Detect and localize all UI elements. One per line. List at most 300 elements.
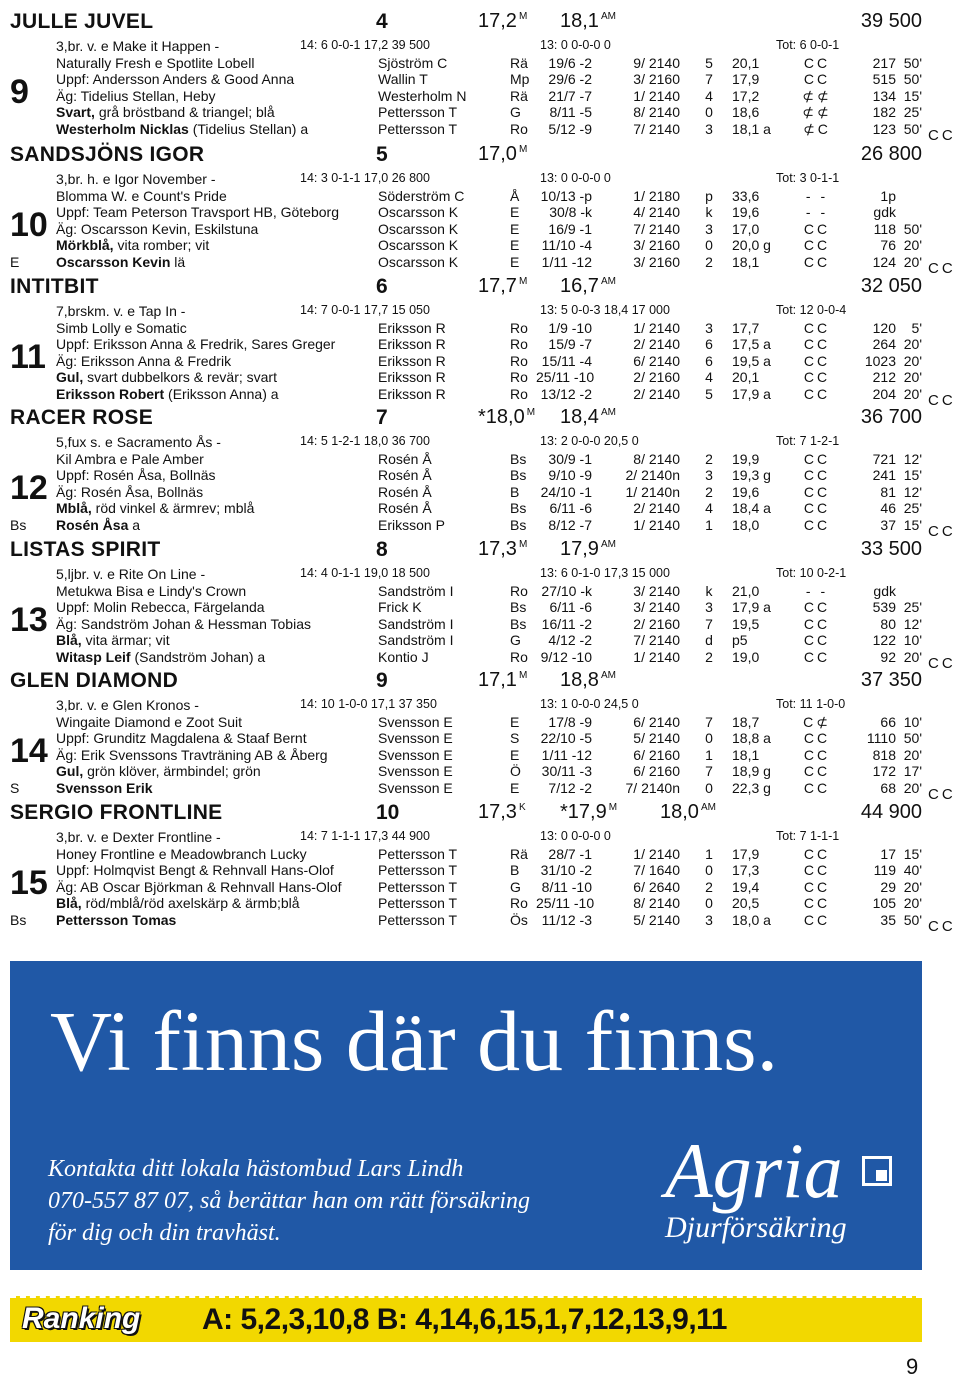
km-time: 18,8 a [732, 730, 771, 747]
program-number: 10 [10, 206, 48, 245]
prize-money: 20' [903, 649, 922, 665]
km-time: 17,7 [732, 319, 760, 336]
start-row [0, 616, 960, 633]
race-date: 16/9 -1 [548, 220, 592, 237]
detail-text: röd vinkel & ärmrev; mblå [95, 500, 255, 517]
stats-2013: 13: 5 0-0-3 18,4 17 000 [540, 303, 670, 317]
record-value: 17,9 [560, 538, 599, 560]
stats-2014: 14: 6 0-0-1 17,2 39 500 [300, 38, 430, 52]
record-time [560, 538, 616, 561]
detail-text: Kil Ambra e Pale Amber [56, 450, 204, 467]
distance: 1/ 2140 [633, 517, 680, 533]
odds: 721 [872, 450, 896, 467]
track-code: Ös [510, 912, 528, 928]
pedigree-age: 7,brskm. v. e Tap In - [56, 303, 186, 319]
race-date: 9/10 -9 [548, 467, 592, 484]
km-time: 19,9 [732, 450, 760, 467]
odds: 120 [872, 319, 896, 336]
stats-2013: 13: 0 0-0-0 0 [540, 38, 611, 52]
start-row [0, 88, 960, 105]
prize-money: 50' [903, 730, 922, 747]
detail-text: Wingaite Diamond e Zoot Suit [56, 713, 242, 730]
driver-name: Oscarsson K [378, 220, 459, 237]
race-date: 22/10 -5 [540, 730, 592, 747]
start-row [0, 386, 960, 403]
odds: 212 [872, 369, 896, 386]
km-time: 17,9 [732, 845, 760, 862]
distance: 6/ 2160 [633, 763, 680, 780]
prize-money: 50' [903, 220, 922, 237]
start-row [0, 369, 960, 386]
start-row [0, 730, 960, 747]
race-date: 15/11 -4 [541, 352, 592, 369]
ranking-label: Ranking [22, 1302, 141, 1335]
odds: 37 [880, 517, 896, 533]
horse-detail [56, 386, 279, 402]
shoe-status: CC [803, 220, 831, 237]
total-prize: 32 050 [860, 275, 922, 297]
driver-name: Sandström I [378, 615, 454, 632]
horse-header [10, 669, 922, 693]
horse-detail [56, 879, 342, 895]
horse-entry [0, 275, 960, 409]
driver-name: Rosén Å [378, 500, 432, 517]
horse-header [10, 538, 922, 562]
distance: 7/ 2140 [633, 220, 680, 237]
info-row [0, 303, 960, 320]
race-date: 1/9 -10 [548, 319, 592, 336]
track-code: E [510, 220, 520, 237]
horse-detail [56, 730, 307, 746]
start-row [0, 780, 960, 797]
odds: 134 [872, 87, 896, 104]
driver-name: Sjöström C [378, 54, 448, 71]
detail-text: Äg: Tidelius Stellan, Heby [56, 87, 216, 104]
track-code: G [510, 878, 521, 895]
start-row [0, 221, 960, 238]
prize-money: 20' [903, 237, 922, 254]
page-number: 9 [906, 1354, 919, 1379]
horse-detail [56, 104, 275, 120]
program-number: 14 [10, 732, 48, 771]
odds: 76 [880, 237, 896, 254]
start-row [0, 104, 960, 121]
record-value: 17,2 [478, 10, 517, 32]
odds: 118 [873, 220, 896, 237]
detail-bold: Mörkblå, [56, 237, 114, 254]
track-code: E [10, 254, 20, 270]
shoe-icon: CC [928, 260, 956, 277]
horse-detail [56, 616, 311, 632]
odds: 119 [873, 862, 896, 879]
shoe-status: CC [803, 746, 831, 763]
km-time: 17,5 a [732, 336, 771, 353]
track-code: S [10, 780, 20, 796]
horse-name: SERGIO FRONTLINE [10, 801, 223, 824]
pedigree-age: 5,ljbr. v. e Rite On Line - [56, 566, 206, 582]
prize-money: 5' [911, 319, 922, 336]
detail-bold: Gul, [56, 369, 84, 386]
shoe-icon: CC [928, 127, 956, 144]
total-prize: 26 800 [860, 143, 922, 165]
shoe-icon: CC [928, 523, 956, 540]
placing: 7 [705, 763, 713, 780]
horse-entry [0, 669, 960, 803]
stats-2014: 14: 7 0-0-1 17,7 15 050 [300, 303, 430, 317]
driver-name: Pettersson T [378, 121, 458, 137]
record-time [560, 10, 616, 33]
distance: 6/ 2140 [633, 713, 680, 730]
track-code: Ro [510, 582, 528, 599]
distance: 6/ 2640 [633, 878, 680, 895]
total-prize: 33 500 [860, 538, 922, 560]
horse-detail [56, 369, 277, 385]
placing: p [705, 187, 713, 204]
horse-detail [56, 121, 308, 137]
horse-detail [56, 188, 227, 204]
detail-bold: Pettersson Tomas [56, 912, 177, 928]
placing: 6 [705, 352, 713, 369]
driver-name: Pettersson T [378, 895, 458, 912]
driver-name: Pettersson T [378, 104, 458, 121]
driver-name: Svensson E [378, 746, 453, 763]
horse-detail [56, 912, 176, 928]
start-row [0, 121, 960, 138]
start-number: 7 [376, 406, 388, 429]
prize-money: 50' [903, 71, 922, 88]
record-value: 16,7 [560, 275, 599, 297]
prize-money: 15' [903, 87, 922, 104]
stats-total: Tot: 7 1-2-1 [776, 434, 840, 448]
driver-name: Söderström C [378, 187, 465, 204]
prize-money: 15' [903, 517, 922, 533]
shoe-status: CC [803, 780, 831, 796]
track-code: Ro [510, 895, 528, 912]
km-time: 18,0 a [732, 912, 771, 928]
driver-name: Eriksson P [378, 517, 445, 533]
stats-total: Tot: 10 0-2-1 [776, 566, 847, 580]
record-type: K [518, 802, 526, 813]
shoe-status: CC [803, 467, 831, 484]
track-code: Bs [510, 615, 527, 632]
shoe-status: CC [803, 912, 831, 928]
record-time [660, 801, 716, 824]
race-date: 25/11 -10 [536, 369, 595, 386]
odds: 182 [872, 104, 896, 121]
record-type: AM [600, 11, 616, 22]
stats-2013: 13: 6 0-1-0 17,3 15 000 [540, 566, 670, 580]
info-row [0, 171, 960, 188]
track-code: Ro [510, 352, 528, 369]
start-number: 10 [376, 801, 400, 824]
shoe-status: ⊄⊄ [802, 104, 832, 121]
placing: 2 [705, 878, 713, 895]
race-date: 1/11 -12 [541, 746, 592, 763]
prize-money: 20' [903, 746, 922, 763]
km-time: 20,1 [732, 369, 760, 386]
odds: 264 [872, 336, 896, 353]
detail-text: Uppf: Andersson Anders & Good Anna [56, 71, 295, 88]
shoe-status: - - [805, 187, 829, 204]
race-date: 1/11 -12 [541, 254, 592, 270]
horse-name: GLEN DIAMOND [10, 669, 179, 692]
distance: 2/ 2160 [633, 615, 680, 632]
record-time [560, 406, 616, 429]
detail-text: (Eriksson Anna) a [168, 386, 279, 402]
start-row [0, 714, 960, 731]
program-number: 13 [10, 601, 48, 640]
track-code: Bs [10, 517, 27, 533]
prize-money: 20' [903, 352, 922, 369]
driver-name: Oscarsson K [378, 237, 459, 254]
record-type: M [518, 276, 528, 287]
prize-money: 20' [903, 895, 922, 912]
placing: 4 [705, 369, 713, 386]
prize-money: 50' [903, 121, 922, 137]
km-time: 17,2 [732, 87, 760, 104]
record-time [478, 669, 527, 692]
horse-detail [56, 71, 294, 87]
track-code: B [510, 862, 520, 879]
km-time: 18,1 [732, 254, 760, 270]
track-code: Ro [510, 336, 528, 353]
agria-advertisement [10, 961, 922, 1270]
horse-detail [56, 747, 328, 763]
km-time: 19,6 [732, 483, 760, 500]
race-date: 9/12 -10 [540, 649, 592, 665]
placing: 3 [705, 467, 713, 484]
horse-header [10, 10, 922, 34]
driver-name: Svensson E [378, 713, 453, 730]
stats-2014: 14: 3 0-1-1 17,0 26 800 [300, 171, 430, 185]
placing: 0 [705, 862, 713, 879]
track-code: Mp [510, 71, 530, 88]
stats-2014: 14: 5 1-2-1 18,0 36 700 [300, 434, 430, 448]
km-time: 22,3 g [732, 780, 771, 796]
driver-name: Pettersson T [378, 912, 458, 928]
detail-text: grå bröstband & triangel; blå [98, 104, 275, 121]
horse-detail [56, 780, 153, 796]
track-code: Rä [510, 54, 528, 71]
shoe-status: CC [803, 730, 831, 747]
detail-text: grön klöver, ärmbindel; grön [87, 763, 261, 780]
km-time: 17,9 a [732, 386, 771, 402]
odds: 1p [880, 187, 896, 204]
horse-detail [56, 632, 170, 648]
placing: 5 [705, 386, 713, 402]
distance: 2/ 2140 [633, 386, 680, 402]
start-row [0, 254, 960, 271]
horse-detail [56, 221, 258, 237]
horse-entry [0, 538, 960, 672]
record-time [478, 10, 527, 33]
detail-bold: Eriksson Robert [56, 386, 165, 402]
horse-entry [0, 801, 960, 935]
driver-name: Rosén Å [378, 483, 432, 500]
prize-money: 25' [903, 599, 922, 616]
agria-logo: Agria [665, 1127, 843, 1214]
shoe-status: CC [803, 895, 831, 912]
race-date: 8/12 -7 [548, 517, 592, 533]
odds: 66 [880, 713, 896, 730]
detail-text: Uppf: Eriksson Anna & Fredrik, Sares Greger [56, 336, 336, 353]
distance: 2/ 2140 [633, 500, 680, 517]
distance: 5/ 2140 [633, 912, 680, 928]
distance: 6/ 2160 [633, 746, 680, 763]
horse-detail [56, 320, 187, 336]
km-time: 17,0 [732, 220, 760, 237]
shoe-status: - - [805, 582, 829, 599]
race-date: 6/11 -6 [549, 599, 592, 616]
prize-money: 20' [903, 386, 922, 402]
record-value: 18,8 [560, 669, 599, 691]
prize-money: 10' [903, 713, 922, 730]
km-time: 17,9 [732, 71, 760, 88]
start-row [0, 71, 960, 88]
distance: 1/ 2140 [633, 319, 680, 336]
placing: 6 [705, 336, 713, 353]
start-row [0, 583, 960, 600]
track-code: Bs [510, 450, 527, 467]
odds: 217 [872, 54, 896, 71]
race-date: 11/10 -4 [541, 237, 592, 254]
stats-total: Tot: 7 1-1-1 [776, 829, 840, 843]
km-time: 18,1 a [732, 121, 771, 137]
start-number: 6 [376, 275, 388, 298]
prize-money: 15' [903, 467, 922, 484]
distance: 8/ 2140 [633, 895, 680, 912]
placing: 7 [705, 615, 713, 632]
km-time: 33,6 [732, 187, 760, 204]
shoe-status: CC [803, 632, 831, 649]
shoe-status: CC [803, 517, 831, 533]
shoe-icon: CC [928, 918, 956, 935]
shoe-status: CC [803, 862, 831, 879]
odds: 172 [872, 763, 896, 780]
distance: 1/ 2180 [633, 187, 680, 204]
prize-money: 12' [903, 483, 922, 500]
odds: gdk [873, 204, 896, 221]
track-code: Ro [510, 369, 528, 386]
shoe-status: CC [803, 386, 831, 402]
detail-text: Uppf: Rosén Åsa, Bollnäs [56, 467, 216, 484]
record-value: 18,4 [560, 406, 599, 428]
record-time [478, 406, 535, 429]
prize-money: 20' [903, 878, 922, 895]
km-time: 18,6 [732, 104, 760, 121]
driver-name: Sandström I [378, 632, 454, 649]
horse-detail [56, 649, 265, 665]
track-code: Ro [510, 319, 528, 336]
distance: 7/ 2140 [633, 632, 680, 649]
track-code: Bs [510, 467, 527, 484]
info-row [0, 434, 960, 451]
detail-bold: Rosén Åsa [56, 517, 129, 533]
placing: 3 [705, 319, 713, 336]
track-code: Bs [510, 500, 527, 517]
ranking-bar [10, 1296, 922, 1342]
horse-detail [56, 599, 265, 615]
odds: 241 [872, 467, 896, 484]
start-row [0, 895, 960, 912]
info-row [0, 566, 960, 583]
shoe-status: CC [803, 369, 831, 386]
shoe-status: CC [803, 599, 831, 616]
record-type: M [518, 144, 528, 155]
odds: 35 [880, 912, 896, 928]
shoe-status: CC [803, 878, 831, 895]
race-date: 25/11 -10 [536, 895, 595, 912]
record-time [478, 143, 527, 166]
placing: 5 [705, 54, 713, 71]
placing: 0 [705, 237, 713, 254]
race-date: 29/6 -2 [548, 71, 592, 88]
horse-entry [0, 143, 960, 277]
km-time: 19,5 a [732, 352, 771, 369]
pedigree-age: 3,br. v. e Glen Kronos - [56, 697, 199, 713]
placing: k [705, 582, 713, 599]
start-row [0, 467, 960, 484]
detail-bold: Gul, [56, 763, 84, 780]
horse-header [10, 801, 922, 825]
record-type: M [518, 670, 528, 681]
horse-detail [56, 500, 254, 516]
race-date: 10/13 -p [540, 187, 592, 204]
placing: 7 [705, 71, 713, 88]
record-value: *17,9 [560, 801, 607, 823]
distance: 8/ 2140 [633, 104, 680, 121]
stats-total: Tot: 12 0-0-4 [776, 303, 847, 317]
race-date: 8/11 -10 [541, 878, 592, 895]
prize-money: 20' [903, 254, 922, 270]
stats-total: Tot: 11 1-0-0 [776, 697, 846, 711]
stats-2014: 14: 7 1-1-1 17,3 44 900 [300, 829, 430, 843]
odds: 1023 [864, 352, 896, 369]
track-code: Ro [510, 386, 528, 402]
horse-header [10, 143, 922, 167]
horse-name: LISTAS SPIRIT [10, 538, 161, 561]
detail-bold: Westerholm Nicklas [56, 121, 189, 137]
detail-text: svart dubbelkors & revär; svart [87, 369, 277, 386]
horse-detail [56, 895, 300, 911]
shoe-status: C⊄ [803, 713, 831, 730]
record-time [560, 275, 616, 298]
km-time: 19,3 g [732, 467, 771, 484]
record-time [478, 275, 527, 298]
stats-2013: 13: 0 0-0-0 0 [540, 171, 611, 185]
race-date: 13/12 -2 [540, 386, 592, 402]
record-type: M [518, 11, 528, 22]
start-number: 8 [376, 538, 388, 561]
record-value: 17,0 [478, 143, 517, 165]
prize-money: 12' [903, 615, 922, 632]
detail-text: Uppf: Team Peterson Travsport HB, Göteborg [56, 204, 339, 221]
total-prize: 37 350 [860, 669, 922, 691]
detail-text: Äg: AB Oscar Björkman & Rehnvall Hans-Olof [56, 878, 342, 895]
shoe-status: CC [803, 483, 831, 500]
driver-name: Wallin T [378, 71, 428, 88]
odds: 122 [872, 632, 896, 649]
prize-money: 17' [903, 763, 922, 780]
odds: 123 [872, 121, 896, 137]
start-row [0, 55, 960, 72]
horse-header [10, 275, 922, 299]
horse-detail [56, 846, 307, 862]
driver-name: Svensson E [378, 763, 453, 780]
track-code: E [510, 780, 520, 796]
start-row [0, 237, 960, 254]
detail-text: Äg: Erik Svenssons Travträning AB & Åberg [56, 746, 328, 763]
